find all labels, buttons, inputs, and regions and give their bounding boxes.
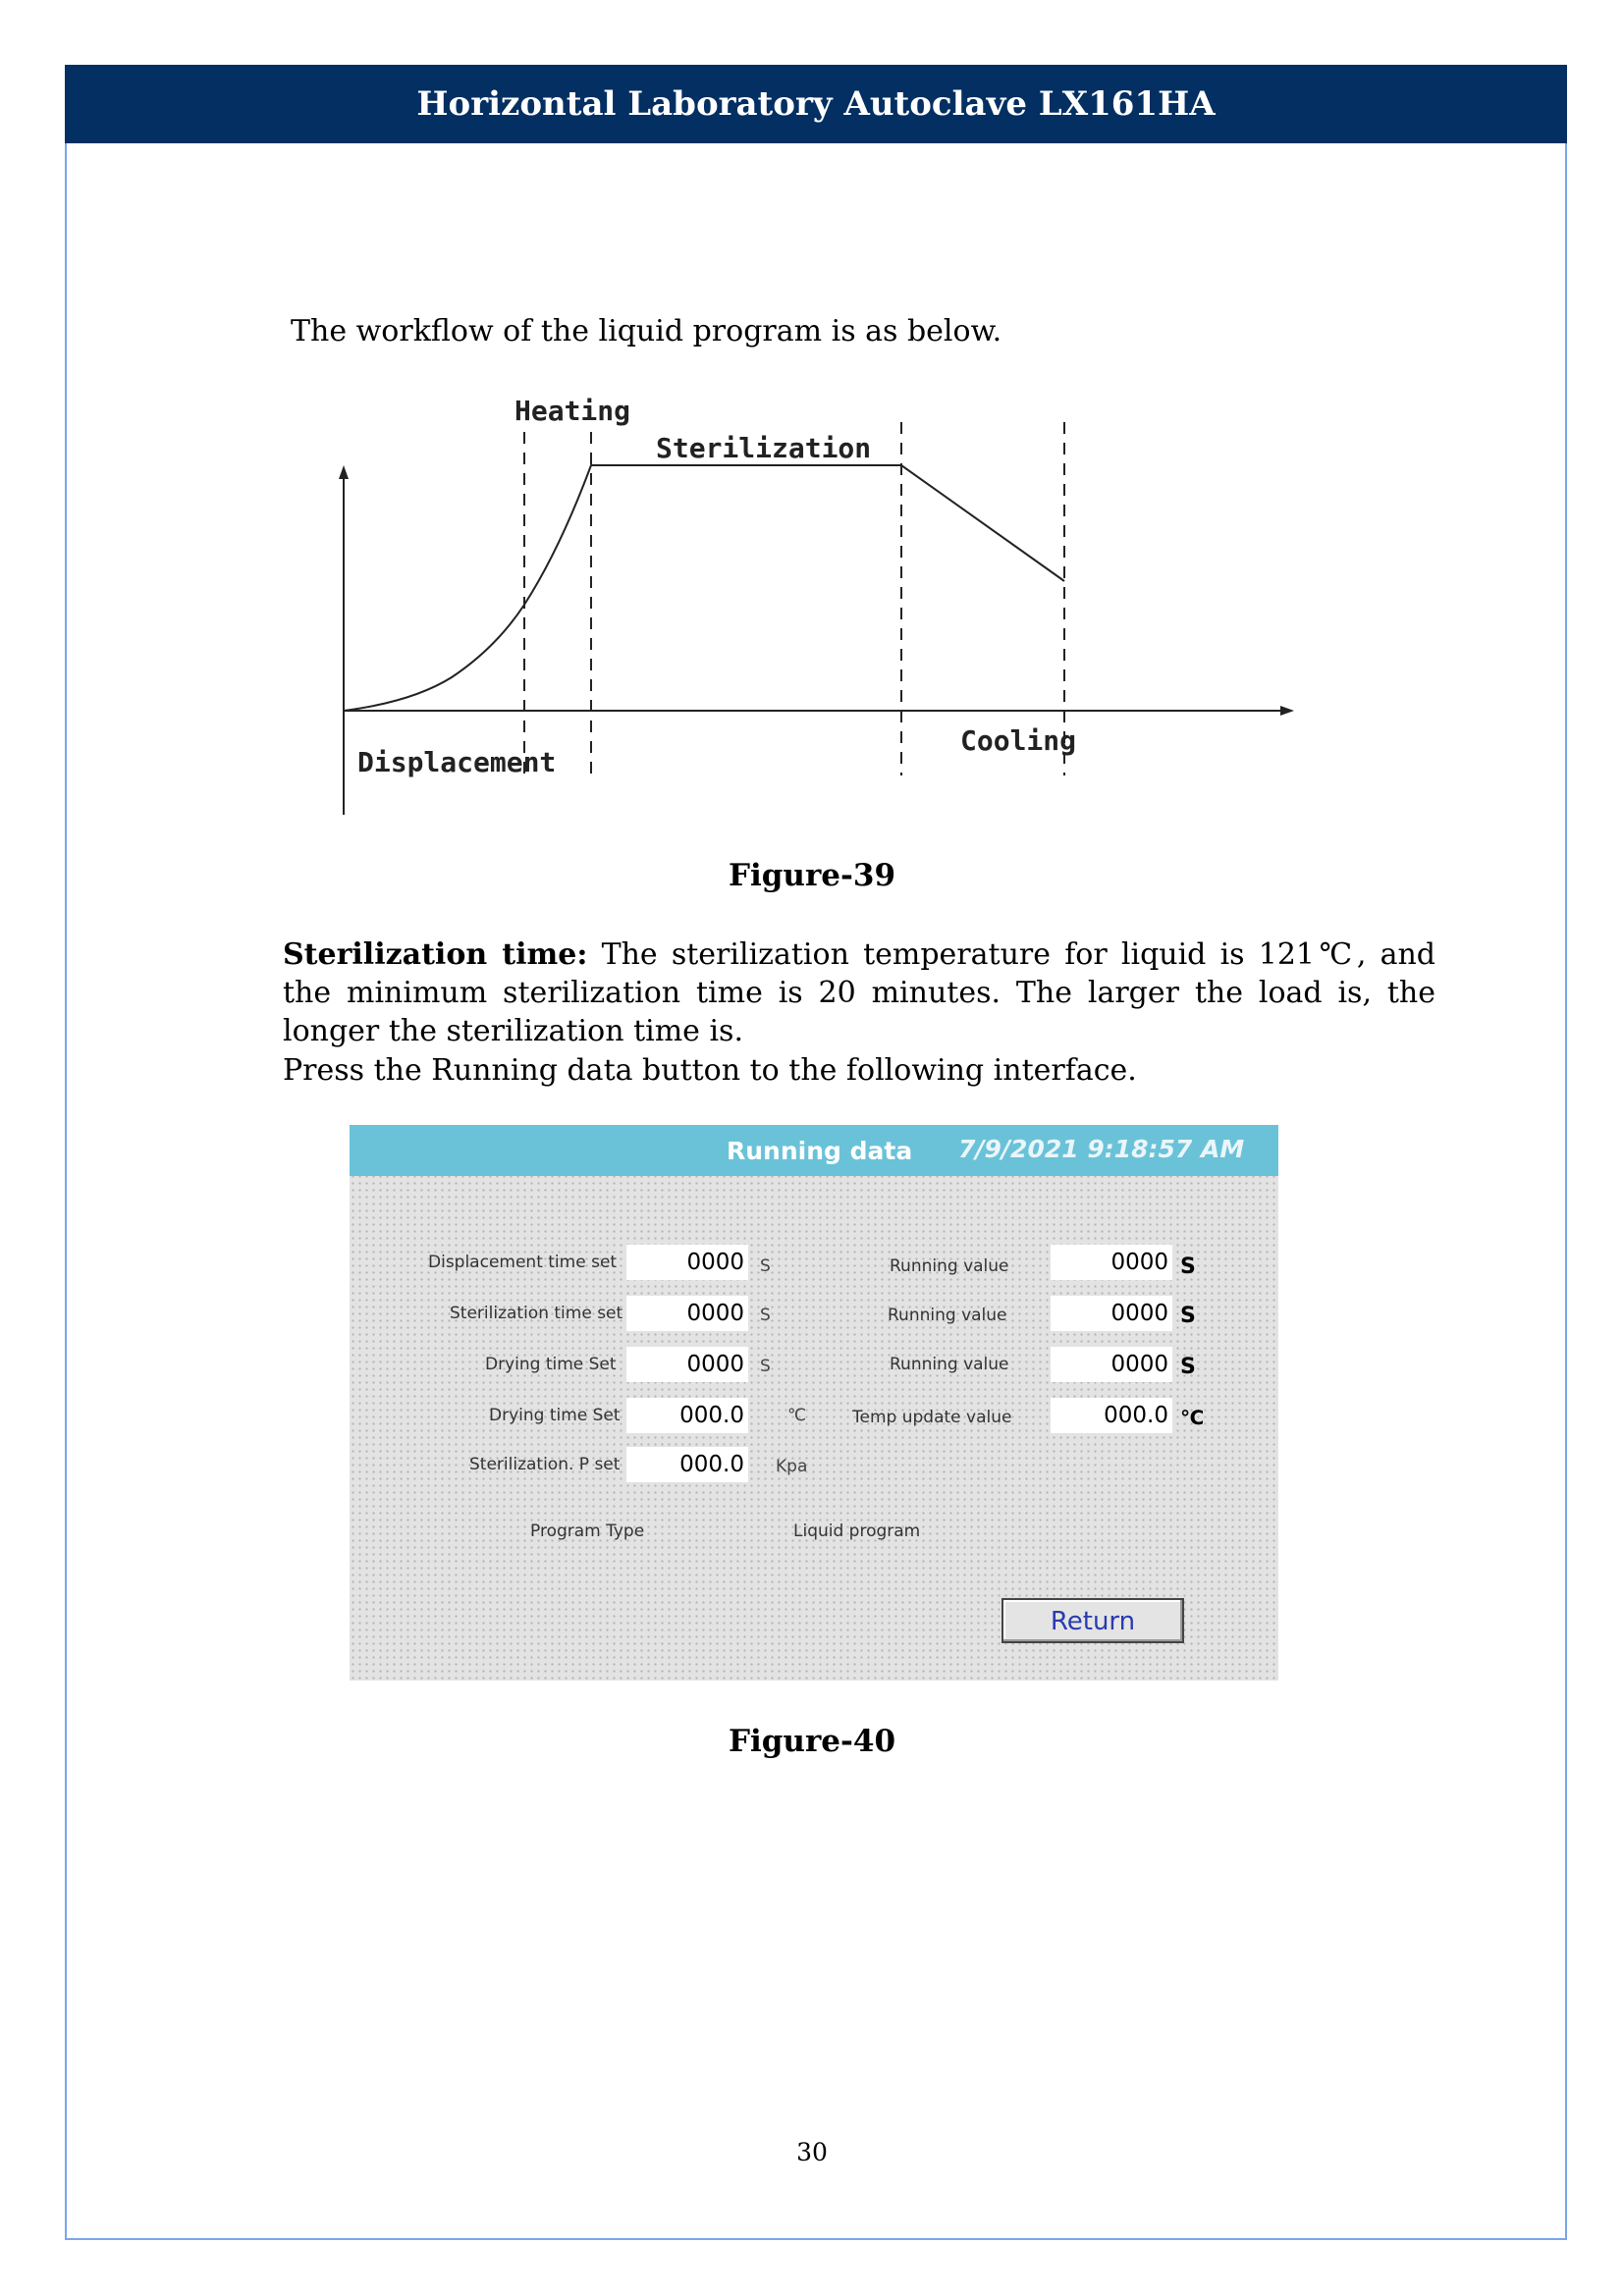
label-cooling: Cooling [960, 724, 1077, 757]
sterilization-heading: Sterilization time: [283, 937, 588, 972]
figure-39-caption: Figure-39 [728, 858, 896, 893]
program-type-value: Liquid program [793, 1522, 921, 1541]
panel-header [350, 1125, 1278, 1176]
x-axis-arrow [1280, 706, 1294, 716]
temp-update-label: Temp update value [852, 1408, 1012, 1427]
press-instruction: Press the Running data button to the following interface. [283, 1053, 1137, 1088]
program-type-label: Program Type [530, 1522, 645, 1541]
sterilization-time-set-label: Sterilization time set [450, 1304, 623, 1323]
sterilization-running-label: Running value [888, 1306, 1007, 1325]
sterilization-paragraph [283, 935, 1435, 1050]
workflow-diagram [0, 0, 1624, 864]
displacement-time-set-unit: S [760, 1256, 771, 1276]
temperature-curve [344, 465, 1064, 711]
panel-datetime: 7/9/2021 9:18:57 AM [958, 1135, 1245, 1163]
displacement-running-unit: S [1180, 1255, 1196, 1279]
sterilization-running-value: 0000 [1051, 1296, 1172, 1331]
sterilization-time-set-unit: S [760, 1306, 771, 1325]
drying-running-unit: S [1180, 1355, 1196, 1379]
running-data-panel [350, 1125, 1278, 1681]
drying-time-set-unit: S [760, 1357, 771, 1376]
figure-40-caption: Figure-40 [728, 1724, 896, 1759]
label-displacement: Displacement [357, 746, 557, 778]
displacement-time-set-field[interactable]: 0000 [626, 1245, 748, 1280]
drying-time-set-field[interactable]: 0000 [626, 1347, 748, 1382]
temp-update-value: 000.0 [1051, 1398, 1172, 1433]
drying-time-set-label: Drying time Set [485, 1355, 617, 1374]
panel-title: Running data [727, 1137, 913, 1165]
sterilization-time-set-field[interactable]: 0000 [626, 1296, 748, 1331]
displacement-time-set-label: Displacement time set [428, 1253, 618, 1272]
label-sterilization: Sterilization [656, 432, 872, 464]
sterilization-running-unit: S [1180, 1304, 1196, 1328]
y-axis-arrow [339, 465, 349, 479]
temp-update-unit: ℃ [1180, 1406, 1205, 1429]
sterilization-p-set-label: Sterilization. P set [469, 1455, 621, 1474]
document-title: Horizontal Laboratory Autoclave LX161HA [416, 84, 1216, 124]
drying-running-value: 0000 [1051, 1347, 1172, 1382]
sterilization-p-set-unit: Kpa [776, 1457, 808, 1476]
drying-temp-set-label: Drying time Set [489, 1406, 621, 1425]
displacement-running-value: 0000 [1051, 1245, 1172, 1280]
page-number: 30 [796, 2138, 828, 2166]
drying-running-label: Running value [890, 1355, 1009, 1374]
sterilization-p-set-field[interactable]: 000.0 [626, 1447, 748, 1482]
drying-temp-set-unit: ℃ [787, 1406, 807, 1425]
drying-temp-set-field[interactable]: 000.0 [626, 1398, 748, 1433]
label-heating: Heating [514, 395, 631, 427]
displacement-running-label: Running value [890, 1256, 1009, 1276]
intro-text: The workflow of the liquid program is as below. [291, 314, 1002, 348]
sterilization-body: The sterilization temperature for liquid is 121℃, and the minimum sterilization time is 20 minutes. The larger the load is, the longer the sterilization time is. [283, 937, 1435, 1048]
return-button[interactable]: Return [1001, 1598, 1184, 1643]
